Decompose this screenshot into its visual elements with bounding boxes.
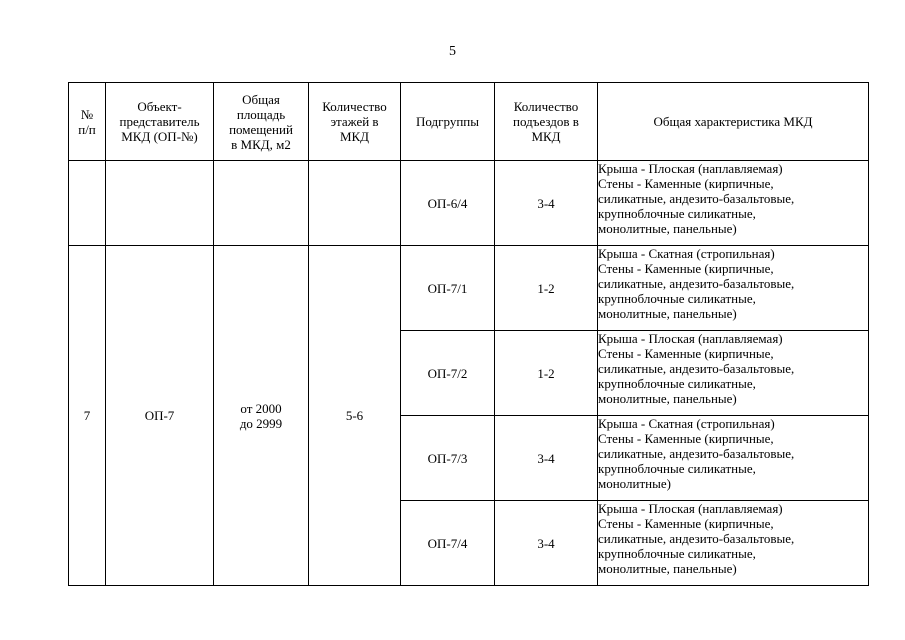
header-row <box>69 83 869 161</box>
header-characteristics: Общая характеристика МКД <box>598 83 869 161</box>
cell-description: Крыша - Плоская (наплавляемая) Стены - Каменные (кирпичные, силикатные, андезито-базальтовые, крупноблочные силикатные, монолитные, панельные) <box>598 161 869 246</box>
cell-entrances: 1-2 <box>495 331 598 416</box>
header-subgroups: Подгруппы <box>401 83 495 161</box>
cell-entrances: 3-4 <box>495 501 598 586</box>
page-number: 5 <box>449 44 456 59</box>
cell-description: Крыша - Скатная (стропильная) Стены - Каменные (кирпичные, силикатные, андезито-базальтовые, крупноблочные силикатные, монолитные, панельные) <box>598 246 869 331</box>
cell-entrances: 3-4 <box>495 416 598 501</box>
header-entrances: Количество подъездов в МКД <box>495 83 598 161</box>
cell-floors: 5-6 <box>309 246 401 586</box>
cell-area: от 2000 до 2999 <box>214 246 309 586</box>
cell-subgroup: ОП-7/2 <box>401 331 495 416</box>
cell-floors <box>309 161 401 246</box>
cell-object <box>106 161 214 246</box>
cell-number: 7 <box>69 246 106 586</box>
header-area: Общая площадь помещений в МКД, м2 <box>214 83 309 161</box>
mkd-table <box>68 82 869 586</box>
cell-subgroup: ОП-6/4 <box>401 161 495 246</box>
cell-subgroup: ОП-7/1 <box>401 246 495 331</box>
cell-entrances: 3-4 <box>495 161 598 246</box>
header-number: № п/п <box>69 83 106 161</box>
header-object: Объект- представитель МКД (ОП-№) <box>106 83 214 161</box>
table-row <box>69 246 869 331</box>
header-floors: Количество этажей в МКД <box>309 83 401 161</box>
table-row <box>69 161 869 246</box>
cell-description: Крыша - Скатная (стропильная) Стены - Каменные (кирпичные, силикатные, андезито-базальтовые, крупноблочные силикатные, монолитные) <box>598 416 869 501</box>
cell-area <box>214 161 309 246</box>
cell-subgroup: ОП-7/3 <box>401 416 495 501</box>
cell-description: Крыша - Плоская (наплавляемая) Стены - Каменные (кирпичные, силикатные, андезито-базальтовые, крупноблочные силикатные, монолитные, панельные) <box>598 331 869 416</box>
cell-number <box>69 161 106 246</box>
cell-object: ОП-7 <box>106 246 214 586</box>
cell-entrances: 1-2 <box>495 246 598 331</box>
cell-subgroup: ОП-7/4 <box>401 501 495 586</box>
cell-description: Крыша - Плоская (наплавляемая) Стены - Каменные (кирпичные, силикатные, андезито-базальтовые, крупноблочные силикатные, монолитные, панельные) <box>598 501 869 586</box>
